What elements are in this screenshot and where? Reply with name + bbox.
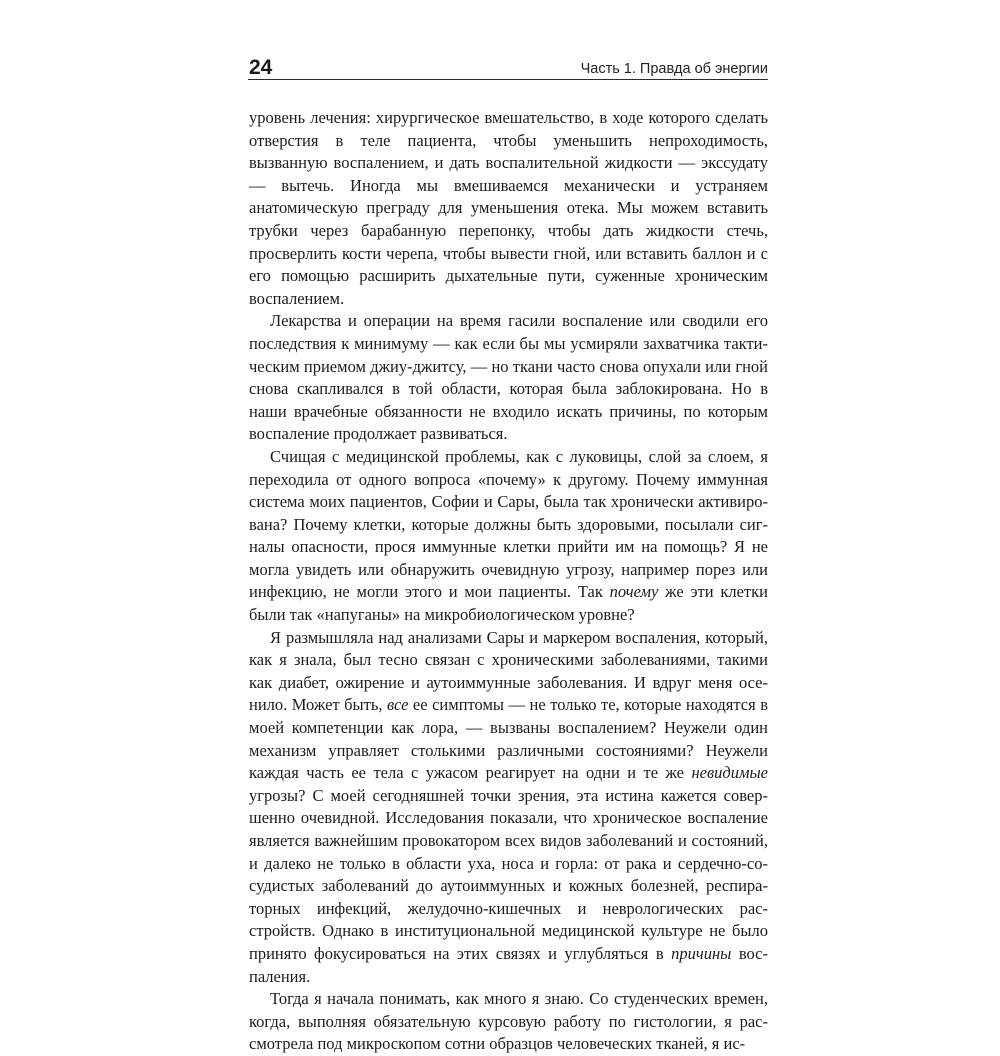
paragraph-p3 <box>249 446 768 627</box>
running-head: Часть 1. Правда об энергии <box>580 61 768 77</box>
paragraph-p4 <box>249 627 768 989</box>
paragraph-p2 <box>249 310 768 446</box>
paragraph-text: воспаления. <box>249 943 768 986</box>
paragraph-text: Счищая с медицинской проблемы, как с луковицы, слой за слоем, я переходила от одного вопроса «почему» к другому. Почему иммунная система моих пациентов, Софии и Сары, была так хронически активирована? Почему клетки, которые должны быть здоровыми, посылали сигналы опасности, прося иммунные клетки прийти им на помощь? Я не могла увидеть или обнаружить очевидную угрозу, например порез или инфекцию, не могли этого и мои пациенты. Так <box>249 446 768 602</box>
page-number: 24 <box>249 56 273 79</box>
paragraph-text: угрозы? С моей сегодняшней точки зрения, эта истина кажется совершенно очевидной. Исследования показали, что хроническое воспаление является важнейшим провокатором всех видов заболеваний и состояний, и далеко не только в области уха, носа и горла: от рака и сердечно-сосудистых заболеваний до аутоиммунных и кожных болезней, респираторных инфекций, желудочно-кишечных и неврологических расстройств. Однако в институциональной медицинской культуре не было принято фокусироваться на этих связях и углубляться в <box>249 785 768 963</box>
header-rule <box>248 79 768 80</box>
paragraph-text: Тогда я начала понимать, как много я знаю. Со студенческих времен, когда, выполняя обязательную курсовую работу по гистологии, я рассмотрела под микроскопом сотни образцов человеческих тканей, я ис- <box>249 989 768 1054</box>
body-text <box>249 107 768 1056</box>
emphasis-text: невидимые <box>691 763 768 783</box>
paragraph-text: ее симптомы — не только те, которые находятся в моей компетенции как лора, — вызваны воспалением? Неужели один механизм управляет столькими различными состояниями? Неужели каждая часть ее тела с ужасом реагирует на одни и те же <box>249 695 768 783</box>
paragraph-text: Я размышляла над анализами Сары и маркером воспаления, который, как я знала, был тесно связан с хроническими заболеваниями, такими как диабет, ожирение и аутоиммунные заболевания. И вдруг меня осенило. Может быть, <box>249 627 768 715</box>
paragraph-text: Лекарства и операции на время гасили воспаление или сводили его последствия к минимуму — как если бы мы усмиряли захватчика тактическим приемом джиу-джитсу, — но ткани часто снова опухали или гной снова скапливался в той области, которая была заблокирована. Но в наши врачебные обязанности не входило искать причины, по которым воспаление продолжает развиваться. <box>249 311 768 444</box>
emphasis-text: все <box>387 695 409 715</box>
paragraph-text: уровень лечения: хирургическое вмешательство, в ходе которого сделать отверстия в теле пациента, чтобы уменьшить непроходимость, вызванную воспалением, и дать воспалительной жидкости — экссудату — вытечь. Иногда мы вмешиваемся механически и устраняем анатомическую преграду для уменьшения отека. Мы можем вставить трубки через барабанную перепонку, чтобы дать жидкости стечь, просверлить кости черепа, чтобы вывести гной, или вставить баллон и с его помощью расширить дыхательные пути, суженные хроническим воспалением. <box>249 108 768 308</box>
paragraph-p5 <box>249 988 768 1056</box>
paragraph-text: же эти клетки были так «напуганы» на микробиологическом уровне? <box>249 582 768 625</box>
emphasis-text: причины <box>671 943 732 963</box>
paragraph-p1 <box>249 107 768 310</box>
emphasis-text: почему <box>609 582 659 602</box>
